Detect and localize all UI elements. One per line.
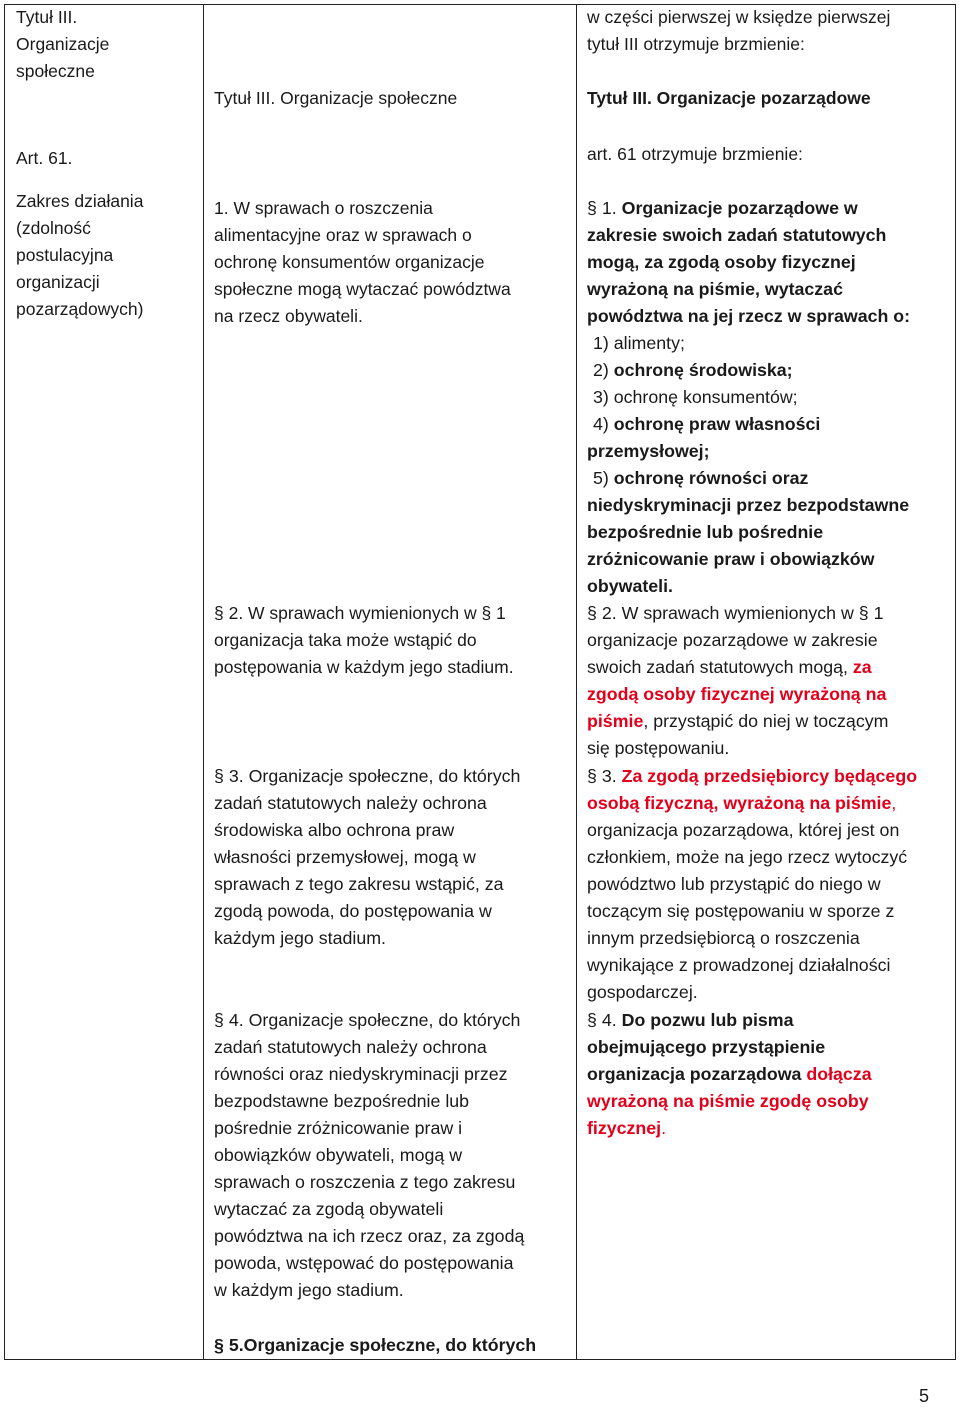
section-line: się postępowaniu. — [587, 738, 730, 758]
section-line: powództwo lub przystąpić do niego w — [587, 874, 881, 894]
list-item-text: ochronę konsumentów; — [613, 387, 798, 407]
list-item-text: alimenty; — [613, 333, 685, 353]
column-2-heading: Tytuł III. Organizacje społeczne — [214, 88, 458, 108]
paragraph-line: § 4. Organizacje społeczne, do których — [214, 1010, 521, 1030]
list-item-number: 1) — [593, 333, 609, 353]
section-text-red: fizycznej — [587, 1118, 662, 1138]
table-border-bottom — [4, 1359, 956, 1360]
section-number: § 4. — [587, 1010, 622, 1030]
paragraph-line: wytaczać za zgodą obywateli — [214, 1199, 444, 1219]
intro-line: tytuł III otrzymuje brzmienie: — [587, 34, 805, 54]
list-item-continuation: niedyskryminacji przez bezpodstawne — [587, 495, 910, 515]
paragraph-line: równości oraz niedyskryminacji przez — [214, 1064, 508, 1084]
section-line: gospodarczej. — [587, 982, 698, 1002]
section-line: organizacja pozarządowa, której jest on — [587, 820, 900, 840]
scope-line: Zakres działania — [16, 191, 144, 211]
section-text: Do pozwu lub pisma — [621, 1010, 794, 1030]
section-text-red: piśmie — [587, 711, 644, 731]
section-text: Organizacje pozarządowe w — [621, 198, 858, 218]
section-4 — [587, 1007, 872, 1142]
list-item-number: 4) — [593, 414, 609, 434]
section-number: § 3. — [587, 766, 622, 786]
paragraph-2 — [214, 600, 514, 681]
paragraph-line: postępowania w każdym jego stadium. — [214, 657, 514, 677]
scope-label — [16, 188, 143, 323]
page-number: 5 — [918, 1386, 929, 1406]
paragraph-line: każdym jego stadium. — [214, 928, 386, 948]
paragraph-line: § 2. W sprawach wymienionych w § 1 — [214, 603, 506, 623]
section-text-red: osobą fizyczną, wyrażoną na piśmie — [587, 793, 892, 813]
scope-line: postulacyjna — [16, 245, 114, 265]
paragraph-1 — [214, 195, 511, 330]
section-line: zakresie swoich zadań statutowych — [587, 225, 887, 245]
paragraph-line: środowiska albo ochrona praw — [214, 820, 455, 840]
table-border-left — [4, 4, 5, 1360]
paragraph-line: zadań statutowych należy ochrona — [214, 1037, 487, 1057]
paragraph-line: własności przemysłowej, mogą w — [214, 847, 476, 867]
paragraph-line: powództwa na ich rzecz oraz, za zgodą — [214, 1226, 525, 1246]
paragraph-line: § 3. Organizacje społeczne, do których — [214, 766, 521, 786]
section-line: organizacje pozarządowe w zakresie — [587, 630, 878, 650]
column-divider-1 — [203, 4, 204, 1360]
paragraph-line: społeczne mogą wytaczać powództwa — [214, 279, 511, 299]
article-number: Art. 61. — [16, 148, 73, 168]
list-item-continuation: przemysłowej; — [587, 441, 710, 461]
section-line: toczącym się postępowaniu w sporze z — [587, 901, 895, 921]
paragraph-line: bezpodstawne bezpośrednie lub — [214, 1091, 470, 1111]
list-item-number: 2) — [593, 360, 609, 380]
section-3 — [587, 763, 917, 1006]
section-text-red: Za zgodą przedsiębiorcy będącego — [621, 766, 918, 786]
scope-line: (zdolność — [16, 218, 91, 238]
paragraph-line: zgodą powoda, do postępowania w — [214, 901, 492, 921]
section-text: , przystąpić do niej w toczącym — [643, 711, 889, 731]
section-line: powództwa na jej rzecz w sprawach o: — [587, 306, 911, 326]
section-line: obejmującego przystąpienie — [587, 1037, 826, 1057]
scope-line: pozarządowych) — [16, 299, 144, 319]
article-change-line: art. 61 otrzymuje brzmienie: — [587, 144, 803, 164]
list-item-number: 3) — [593, 387, 609, 407]
section-text: organizacja pozarządowa — [587, 1064, 807, 1084]
list-item-number: 5) — [593, 468, 609, 488]
paragraph-line: obowiązków obywateli, mogą w — [214, 1145, 463, 1165]
list-item-continuation: zróżnicowanie praw i obowiązków — [587, 549, 875, 569]
title-line: Organizacje — [16, 34, 110, 54]
paragraph-line: pośrednie zróżnicowanie praw i — [214, 1118, 463, 1138]
section-line: wyrażoną na piśmie, wytaczać — [587, 279, 843, 299]
scope-line: organizacji — [16, 272, 100, 292]
paragraph-line: ochronę konsumentów organizacje — [214, 252, 485, 272]
section-text-red: . — [661, 1118, 667, 1138]
section-line: § 2. W sprawach wymienionych w § 1 — [587, 603, 884, 623]
title-line: Tytuł III. — [16, 7, 78, 27]
list-item-continuation: bezpośrednie lub pośrednie — [587, 522, 824, 542]
section-line-red: zgodą osoby fizycznej wyrażoną na — [587, 684, 887, 704]
section-text: swoich zadań statutowych mogą, — [587, 657, 848, 677]
section-text-red: dołącza — [806, 1064, 872, 1084]
paragraph-line: w każdym jego stadium. — [214, 1280, 404, 1300]
paragraph-4 — [214, 1007, 524, 1304]
table-border-right — [955, 4, 956, 1360]
section-line: członkiem, może na jego rzecz wytoczyć — [587, 847, 908, 867]
section-text-red: , — [891, 793, 897, 813]
section-text-red: za — [847, 657, 872, 677]
title-block — [16, 4, 109, 85]
paragraph-line: zadań statutowych należy ochrona — [214, 793, 487, 813]
title-line: społeczne — [16, 61, 95, 81]
section-line: wynikające z prowadzonej działalności — [587, 955, 891, 975]
column-divider-2 — [576, 4, 577, 1360]
section-2 — [587, 600, 888, 762]
paragraph-line: powoda, wstępować do postępowania — [214, 1253, 514, 1273]
paragraph-line: sprawach o roszczenia z tego zakresu — [214, 1172, 516, 1192]
paragraph-line: na rzecz obywateli. — [214, 306, 363, 326]
intro-line: w części pierwszej w księdze pierwszej — [587, 7, 891, 27]
list-item-text: ochronę równości oraz — [613, 468, 809, 488]
column-3-heading: Tytuł III. Organizacje pozarządowe — [587, 88, 871, 108]
section-line: innym przedsiębiorcą o roszczenia — [587, 928, 860, 948]
list-item-text: ochronę środowiska; — [613, 360, 793, 380]
paragraph-line: organizacja taka może wstąpić do — [214, 630, 477, 650]
paragraph-line: alimentacyjne oraz w sprawach o — [214, 225, 472, 245]
section-line: mogą, za zgodą osoby fizycznej — [587, 252, 856, 272]
paragraph-3 — [214, 763, 520, 952]
paragraph-5: § 5.Organizacje społeczne, do których — [214, 1335, 537, 1355]
paragraph-line: sprawach z tego zakresu wstąpić, za — [214, 874, 504, 894]
list-item-text: ochronę praw własności — [613, 414, 821, 434]
paragraph-line: 1. W sprawach o roszczenia — [214, 198, 433, 218]
list-item-continuation: obywateli. — [587, 576, 673, 596]
section-number: § 1. — [587, 198, 622, 218]
intro-text — [587, 4, 890, 58]
section-line-red: wyrażoną na piśmie zgodę osoby — [587, 1091, 869, 1111]
section-1 — [587, 195, 910, 600]
